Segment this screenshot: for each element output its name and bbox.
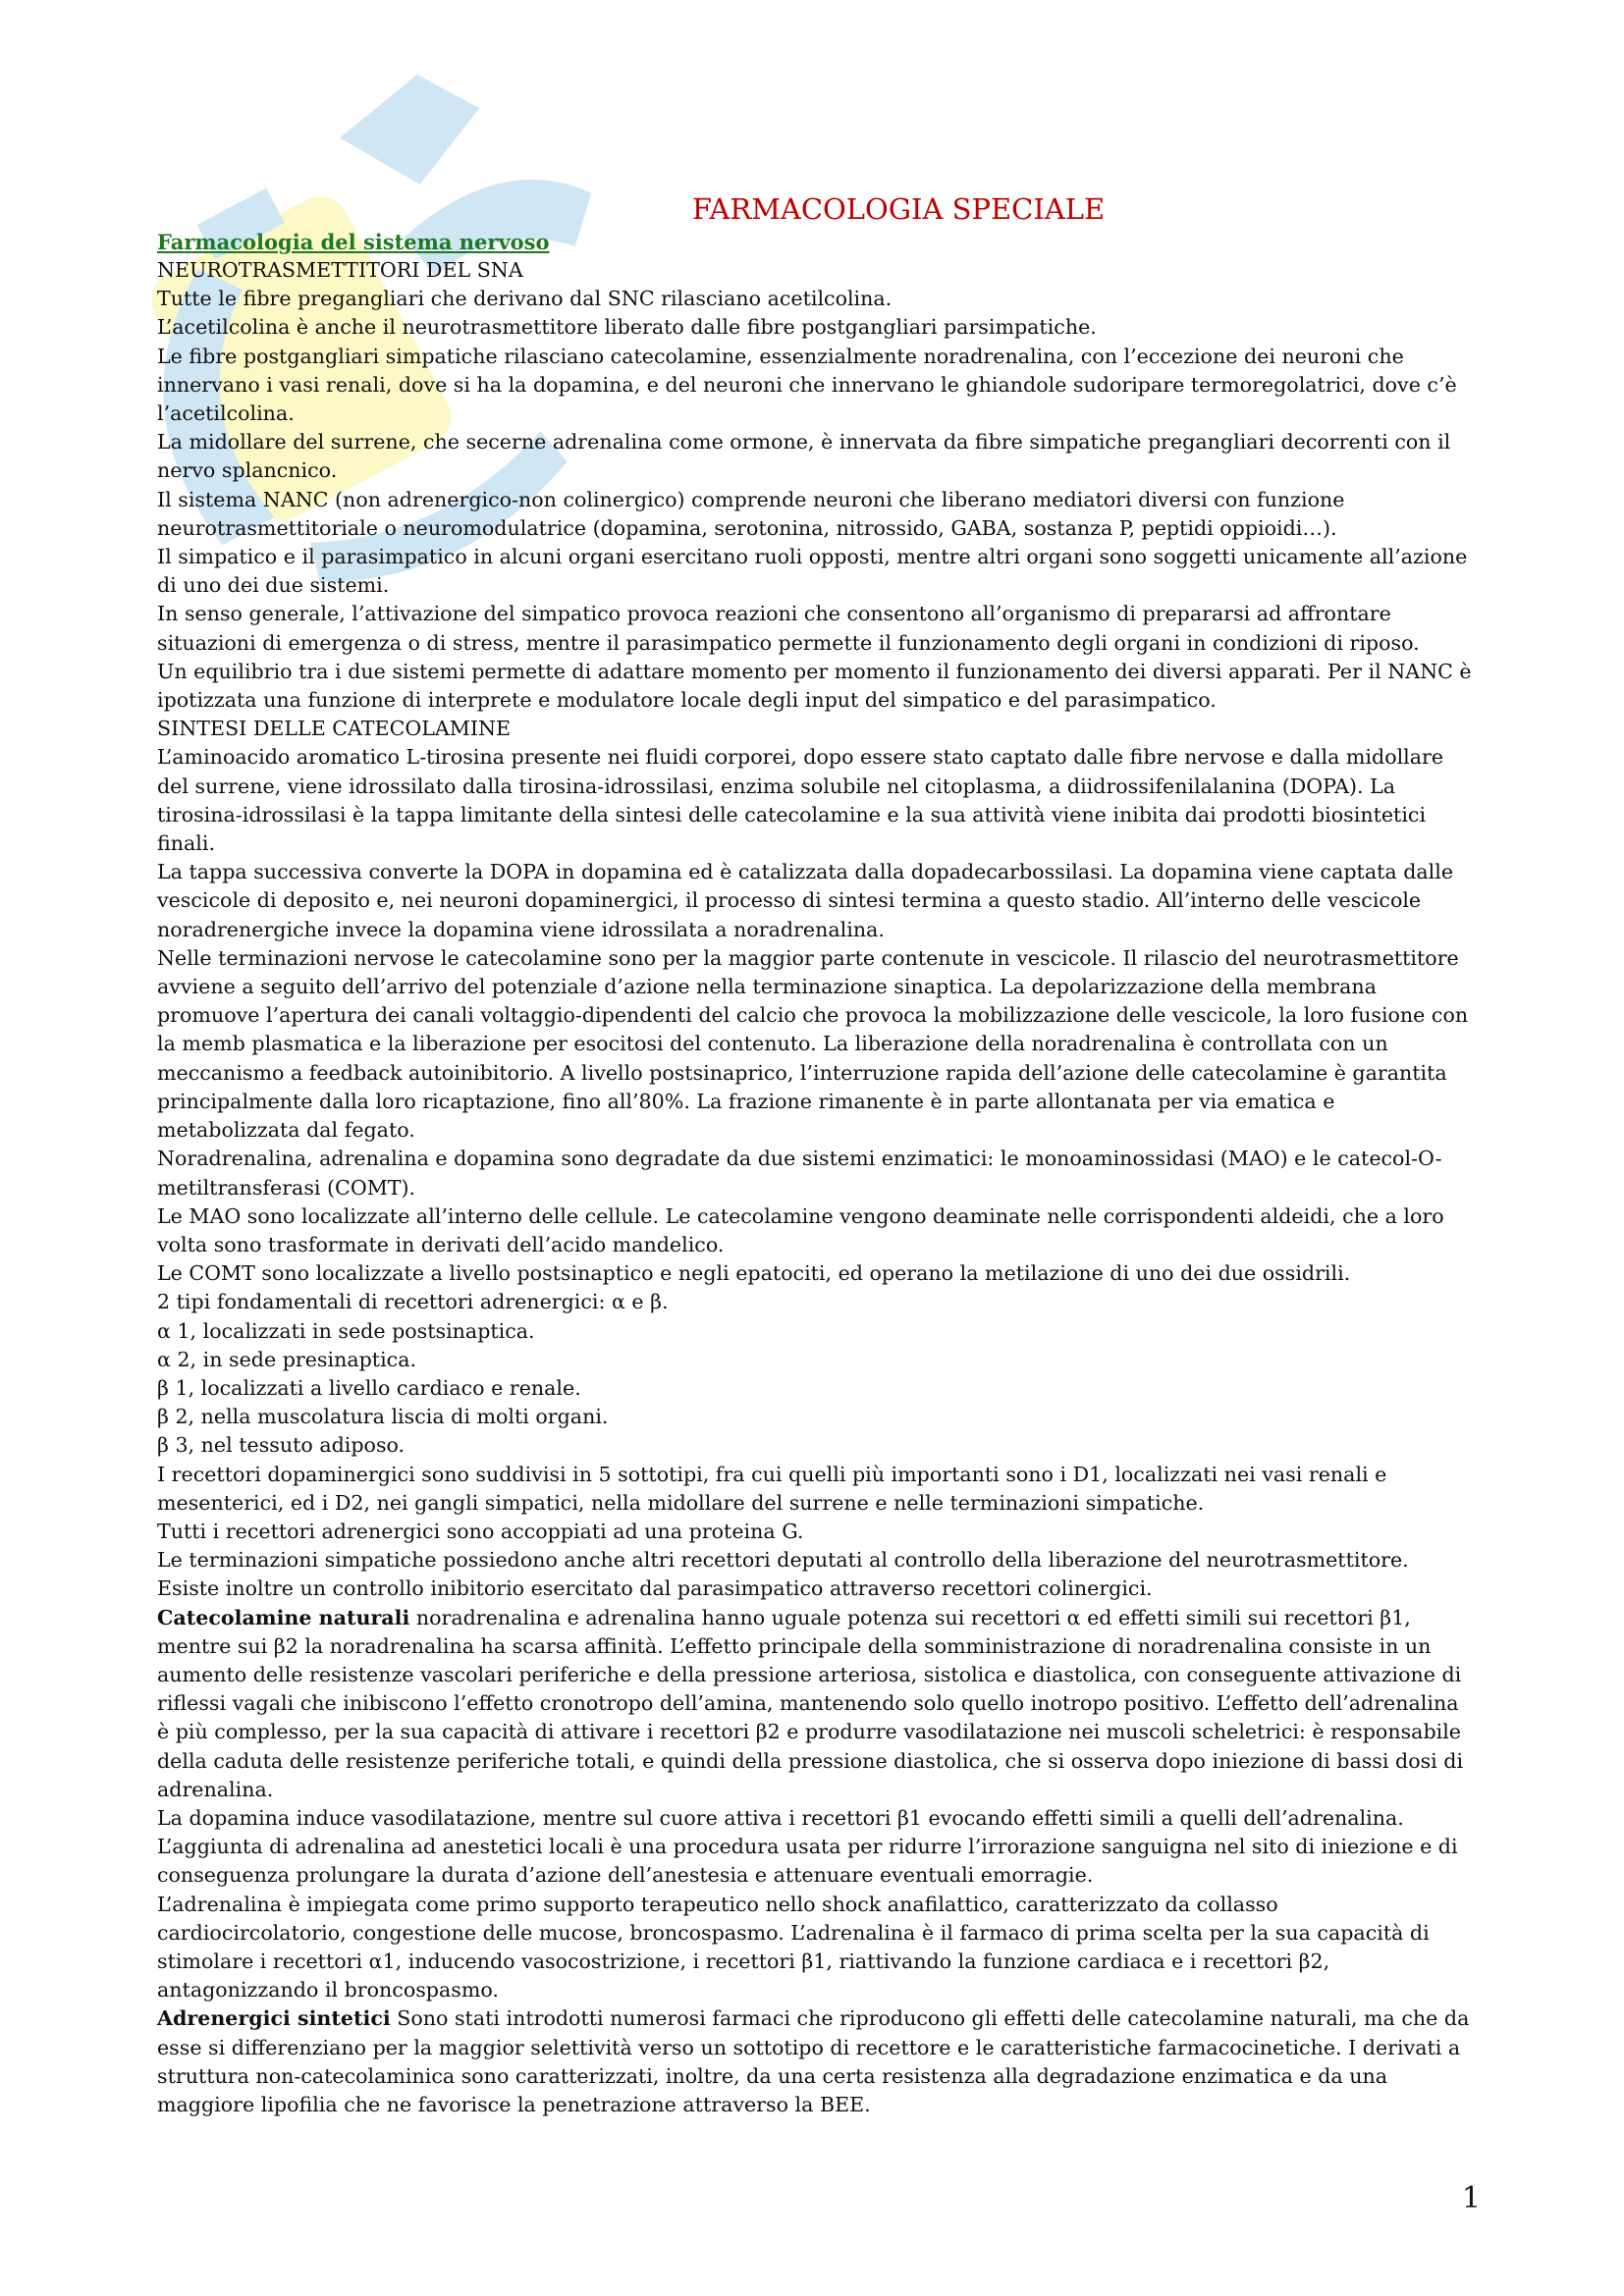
paragraph-text: β 3, nel tessuto adiposo. — [157, 1433, 406, 1458]
body-text — [157, 256, 1473, 2119]
paragraph-text: α 1, localizzati in sede postsinaptica. — [157, 1318, 535, 1343]
paragraph-lead: Catecolamine naturali — [157, 1605, 410, 1629]
paragraph-text: Le MAO sono localizzate all’interno delle cellule. Le catecolamine vengono deaminate nelle corrispondenti aldeidi, che a loro volta sono trasformate in derivati dell’acido mandelico. — [157, 1203, 1444, 1256]
paragraph-text: Tutte le fibre pregangliari che derivano dal SNC rilasciano acetilcolina. — [157, 287, 893, 311]
paragraph-text: SINTESI DELLE CATECOLAMINE — [157, 717, 512, 741]
paragraph — [157, 1374, 1473, 1403]
paragraph — [157, 1833, 1473, 1890]
paragraph-text: La dopamina induce vasodilatazione, mentre sul cuore attiva i recettori β1 evocando effetti simili a quelli dell’adrenalina. — [157, 1805, 1404, 1830]
paragraph — [157, 1346, 1473, 1374]
paragraph — [157, 543, 1473, 600]
paragraph — [157, 2004, 1473, 2119]
paragraph-text: Le terminazioni simpatiche possiedono anche altri recettori deputati al controllo della liberazione del neurotrasmettitore. Esiste inoltre un controllo inibitorio esercitato dal parasimpatico attraverso recettori colinergici. — [157, 1548, 1409, 1601]
paragraph — [157, 486, 1473, 543]
paragraph-text: La tappa successiva converte la DOPA in dopamina ed è catalizzata dalla dopadecarbossilasi. La dopamina viene captata dalle vescicole di deposito e, nei neuroni dopaminergici, il processo di sintesi termina a questo stadio. All’interno delle vescicole noradrenergiche invece la dopamina viene idrossilata a noradrenalina. — [157, 860, 1454, 941]
paragraph — [157, 1259, 1473, 1288]
paragraph-text: I recettori dopaminergici sono suddivisi in 5 sottotipi, fra cui quelli più importanti sono i D1, localizzati nei vasi renali e mesenterici, ed i D2, nei gangli simpatici, nella midollare del surrene e nelle terminazioni simpatiche. — [157, 1462, 1387, 1515]
paragraph-text: L’acetilcolina è anche il neurotrasmettitore liberato dalle fibre postgangliari parsimpatiche. — [157, 315, 1097, 340]
paragraph — [157, 715, 1473, 743]
paragraph-text: Noradrenalina, adrenalina e dopamina sono degradate da due sistemi enzimatici: le monoaminossidasi (MAO) e le catecol-O-metiltransferasi (COMT). — [157, 1147, 1442, 1200]
section-title: Farmacologia del sistema nervoso — [157, 230, 550, 254]
paragraph — [157, 1804, 1473, 1833]
paragraph — [157, 1317, 1473, 1346]
paragraph — [157, 1461, 1473, 1518]
paragraph-text: Sono stati introdotti numerosi farmaci che riproducono gli effetti delle catecolamine naturali, ma che da esse si differenziano per la maggior selettività verso un sottotipo di recettore e le caratteristiche farmacocinetiche. I derivati a struttura non-catecolaminica sono caratterizzati, inoltre, da una certa resistenza alla degradazione enzimatica e da una maggiore lipofilia che ne favorisce la penetrazione attraverso la BEE. — [157, 2006, 1470, 2116]
paragraph — [157, 1431, 1473, 1460]
paragraph — [157, 1604, 1473, 1804]
paragraph-text: Il simpatico e il parasimpatico in alcuni organi esercitano ruoli opposti, mentre altri organi sono soggetti unicamente all’azione di uno dei due sistemi. — [157, 545, 1468, 598]
paragraph — [157, 343, 1473, 429]
paragraph — [157, 1518, 1473, 1546]
document-title: FARMACOLOGIA SPECIALE — [691, 192, 1106, 226]
paragraph — [157, 428, 1473, 485]
paragraph — [157, 743, 1473, 858]
paragraph-text: Le fibre postgangliari simpatiche rilasciano catecolamine, essenzialmente noradrenalina, con l’eccezione dei neuroni che innervano i vasi renali, dove si ha la dopamina, e del neuroni che innervano le ghiandole sudoripare termoregolatrici, dove c’è l’acetilcolina. — [157, 344, 1457, 426]
paragraph — [157, 285, 1473, 313]
paragraph-text: β 1, localizzati a livello cardiaco e renale. — [157, 1375, 581, 1400]
paragraph-text: Un equilibrio tra i due sistemi permette di adattare momento per momento il funzionamento dei diversi apparati. Per il NANC è ipotizzata una funzione di interprete e modulatore locale degli input del simpatico e del parasimpatico. — [157, 659, 1472, 713]
paragraph-text: noradrenalina e adrenalina hanno uguale potenza sui recettori α ed effetti simili sui recettori β1, mentre sui β2 la noradrenalina ha scarsa affinità. L’effetto principale della somministrazione di noradrenalina consiste in un aumento delle resistenze vascolari periferiche e della pressione arteriosa, sistolica e diastolica, con conseguente attivazione di riflessi vagali che inibiscono l’effetto cronotropo dell’amina, mantenendo solo quello inotropo positivo. L’effetto dell’adrenalina è più complesso, per la sua capacità di attivare i recettori β2 e produrre vasodilatazione nei muscoli scheletrici: è responsabile della caduta delle resistenze periferiche totali, e quindi della pressione diastolica, che si osserva dopo iniezione di bassi dosi di adrenalina. — [157, 1605, 1464, 1801]
page-number: 1 — [1461, 2181, 1481, 2216]
paragraph-text: In senso generale, l’attivazione del simpatico provoca reazioni che consentono all’organismo di prepararsi ad affrontare situazioni di emergenza o di stress, mentre il parasimpatico permette il funzionamento degli organi in condizioni di riposo. — [157, 602, 1420, 655]
paragraph — [157, 1288, 1473, 1316]
paragraph — [157, 658, 1473, 715]
paragraph-text: L’aggiunta di adrenalina ad anestetici locali è una procedura usata per ridurre l’irrorazione sanguigna nel sito di iniezione e di conseguenza prolungare la durata d’azione dell’anestesia e attenuare eventuali emorragie. — [157, 1835, 1458, 1888]
paragraph-text: Il sistema NANC (non adrenergico-non colinergico) comprende neuroni che liberano mediatori diversi con funzione neurotrasmettitoriale o neuromodulatrice (dopamina, serotonina, nitrossido, GABA, sostanza P, peptidi oppioidi…). — [157, 487, 1345, 540]
paragraph-text: α 2, in sede presinaptica. — [157, 1347, 417, 1371]
paragraph-text: 2 tipi fondamentali di recettori adrenergici: α e β. — [157, 1290, 669, 1314]
paragraph — [157, 1546, 1473, 1603]
paragraph-text: Le COMT sono localizzate a livello postsinaptico e negli epatociti, ed operano la metilazione di uno dei due ossidrili. — [157, 1261, 1351, 1286]
paragraph — [157, 313, 1473, 342]
paragraph — [157, 1202, 1473, 1259]
paragraph — [157, 600, 1473, 657]
paragraph-text: L’aminoacido aromatico L-tirosina presente nei fluidi corporei, dopo essere stato captato dalle fibre nervose e dalla midollare del surrene, viene idrossilato dalla tirosina-idrossilasi, enzima solubile nel citoplasma, a diidrossifenilalanina (DOPA). La tirosina-idrossilasi è la tappa limitante della sintesi delle catecolamine e la sua attività viene inibita dai prodotti biosintetici finali. — [157, 745, 1444, 856]
document-page — [157, 192, 1473, 2119]
paragraph-text: L’adrenalina è impiegata come primo supporto terapeutico nello shock anafilattico, caratterizzato da collasso cardiocircolatorio, congestione delle mucose, broncospasmo. L’adrenalina è il farmaco di prima scelta per la sua capacità di stimolare i recettori α1, inducendo vasocostrizione, i recettori β1, riattivando la funzione cardiaca e i recettori β2, antagonizzando il broncospasmo. — [157, 1892, 1430, 2002]
paragraph — [157, 1145, 1473, 1201]
paragraph — [157, 1403, 1473, 1431]
paragraph — [157, 256, 1473, 285]
paragraph-text: Nelle terminazioni nervose le catecolamine sono per la maggior parte contenute in vescicole. Il rilascio del neurotrasmettitore avviene a seguito dell’arrivo del potenziale d’azione nella terminazione sinaptica. La depolarizzazione della membrana promuove l’apertura dei canali voltaggio-dipendenti del calcio che provoca la mobilizzazione delle vescicole, la loro fusione con la memb plasmatica e la liberazione per esocitosi del contenuto. La liberazione della noradrenalina è controllata con un meccanismo a feedback autoinibitorio. A livello postsinaprico, l’interruzione rapida dell’azione delle catecolamine è garantita principalmente dalla loro ricaptazione, fino all’80%. La frazione rimanente è in parte allontanata per via ematica e metabolizzata dal fegato. — [157, 945, 1469, 1143]
paragraph — [157, 1891, 1473, 2005]
paragraph-text: Tutti i recettori adrenergici sono accoppiati ad una proteina G. — [157, 1519, 804, 1543]
paragraph — [157, 944, 1473, 1145]
paragraph — [157, 858, 1473, 944]
paragraph-text: β 2, nella muscolatura liscia di molti organi. — [157, 1405, 609, 1429]
paragraph-lead: Adrenergici sintetici — [157, 2006, 391, 2031]
paragraph-text: La midollare del surrene, che secerne adrenalina come ormone, è innervata da fibre simpatiche pregangliari decorrenti con il nervo splancnico. — [157, 430, 1451, 483]
paragraph-text: NEUROTRASMETTITORI DEL SNA — [157, 258, 523, 282]
